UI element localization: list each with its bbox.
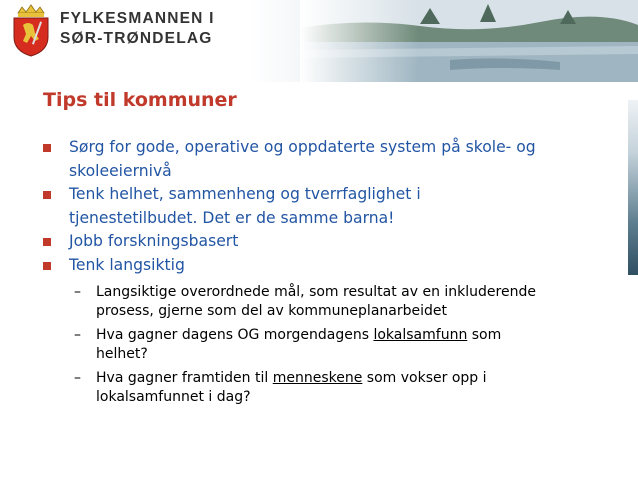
bullet-text: Sørg for gode, operative og oppdaterte system på skole- og skoleeiernivå xyxy=(69,138,536,180)
sub-bullet-item xyxy=(0,283,556,321)
dash-marker: – xyxy=(74,370,81,386)
coat-of-arms-icon xyxy=(8,3,54,57)
lake-landscape-image xyxy=(300,0,638,82)
sub-bullet-text xyxy=(96,326,556,364)
bullet-item xyxy=(0,136,549,183)
bullet-text: Tenk langsiktig xyxy=(69,255,185,274)
sub-text-part: Hva gagner framtiden til xyxy=(96,370,273,386)
sub-bullet-list xyxy=(0,283,556,412)
menneskene-link[interactable]: menneskene xyxy=(272,370,363,386)
bullet-text: Jobb forskningsbasert xyxy=(69,232,239,250)
sub-text-part: som helhet? xyxy=(96,327,502,362)
square-bullet-icon xyxy=(43,191,51,199)
sub-text-part: Hva gagner dagens OG morgendagens xyxy=(96,327,374,343)
bullet-list xyxy=(0,136,549,277)
slide-title: Tips til kommuner xyxy=(43,89,237,111)
square-bullet-icon xyxy=(43,144,51,152)
organization-name xyxy=(60,9,215,49)
header-banner xyxy=(0,0,638,82)
dash-marker: – xyxy=(74,284,81,300)
sub-bullet-item xyxy=(0,326,556,364)
sub-text-part: som vokser opp i lokalsamfunnet i dag? xyxy=(96,370,487,405)
bullet-text: Tenk helhet, sammenheng og tverrfaglighet i tjenestetilbudet. Det er de samme barna! xyxy=(69,185,421,227)
lokalsamfunn-link[interactable]: lokalsamfunn xyxy=(373,327,468,343)
dash-marker: – xyxy=(74,327,81,343)
sub-bullet-text: Langsiktige overordnede mål, som resultat av en inkluderende prosess, gjerne som del av kommuneplanarbeidet xyxy=(96,284,536,319)
sub-bullet-text xyxy=(96,369,556,407)
decorative-side-bar xyxy=(628,100,638,275)
sub-bullet-item xyxy=(0,369,556,407)
org-name-line-1: FYLKESMANNEN I xyxy=(60,10,215,27)
square-bullet-icon xyxy=(43,238,51,246)
bullet-item xyxy=(0,183,549,230)
org-name-line-2: SØR-TRØNDELAG xyxy=(60,30,213,47)
bullet-item xyxy=(0,230,549,254)
square-bullet-icon xyxy=(43,262,51,270)
bullet-item xyxy=(0,254,549,278)
